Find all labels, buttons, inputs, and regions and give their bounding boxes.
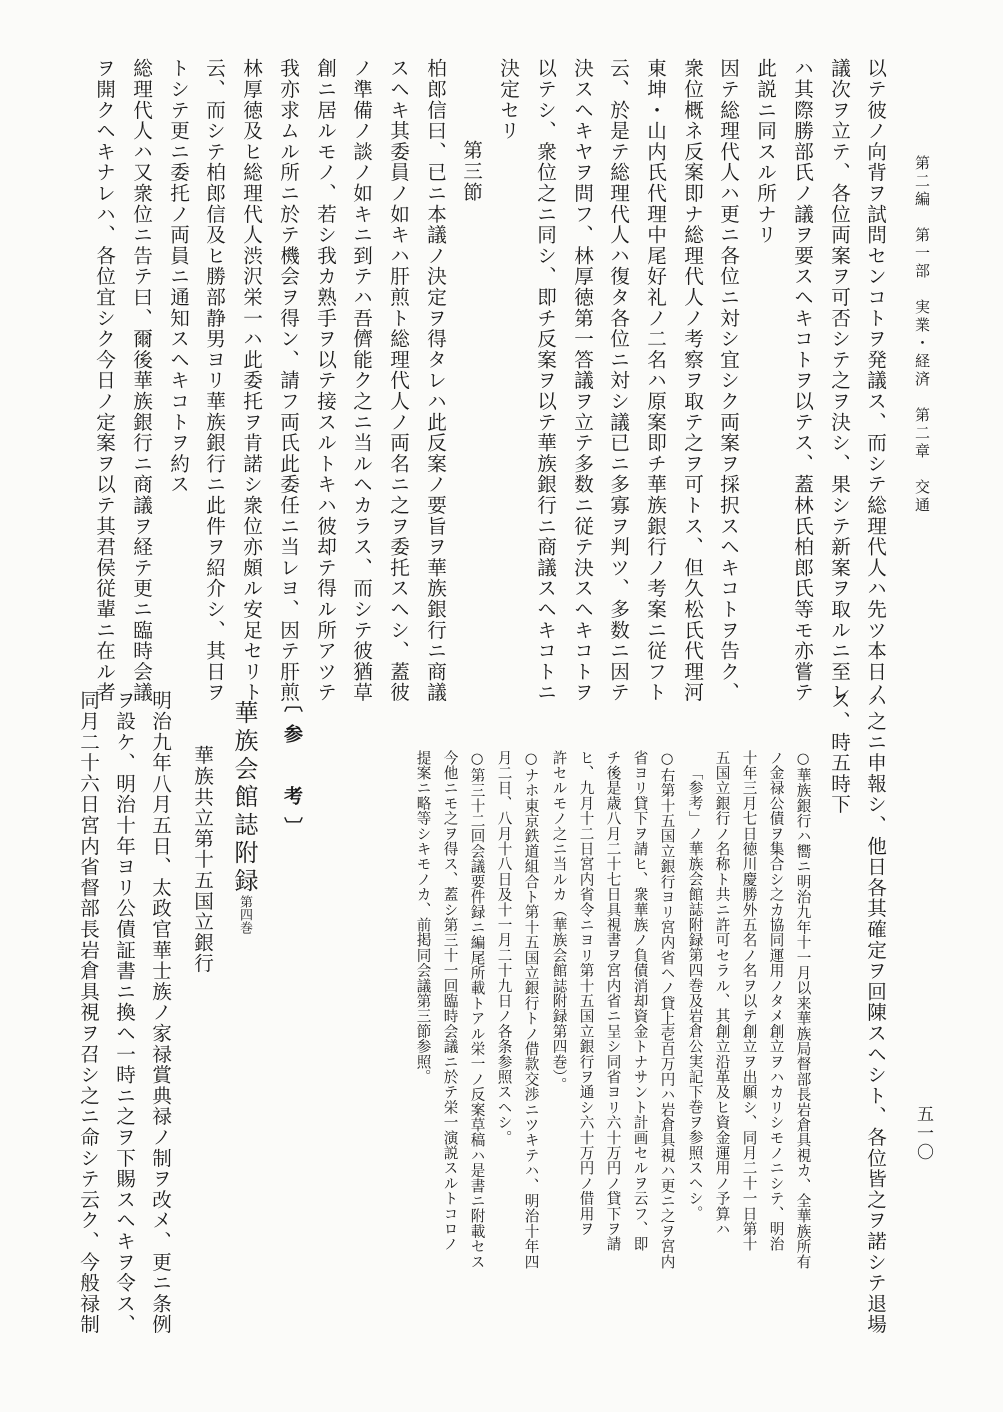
note-line: 提案ニ略等シキモノカ、前掲同会議第三節参照。 <box>414 750 432 1085</box>
note-line: ○右第十五国立銀行ヨリ宮内省ヘノ貸上壱百万円ハ岩倉具視ハ更ニ之ヲ宮内 <box>658 750 676 1270</box>
text-line: 以テ彼ノ向背ヲ試問センコトヲ発議ス、而シテ総理代人ハ先ツ本日ノ <box>863 58 887 703</box>
document-title: 華族会館誌附録 <box>230 700 258 896</box>
note-line: 省ヨリ貸下ヲ請ヒ、衆華族ノ負債消却資金トナサント計画セルヲ云フ、即 <box>631 750 649 1252</box>
note-line: チ後是歳八月二十七日具視書ヲ宮内省ニ呈シ同省ヨリ六十万円ノ貸下ヲ請 <box>604 750 622 1252</box>
text-line: 云、於是テ総理代人ハ復タ各位ニ対シ議已ニ多寡ヲ判ツ、多数ニ因テ <box>606 58 630 703</box>
note-line: 五国立銀行ノ名称ト共ニ許可セラル、其創立沿革及ヒ資金運用ノ予算ハ <box>713 750 731 1237</box>
text-line: スヘキ其委員ノ如キハ肝煎ト総理代人ノ両名ニ之ヲ委托スヘシ、蓋彼 <box>386 58 410 703</box>
volume-label: 第四巻 <box>237 895 252 934</box>
note-line: ノ金禄公債ヲ集合シ之カ協同運用ノタメ創立ヲハカリシモノニシテ、明治 <box>767 750 785 1252</box>
note-line: 許セルモノ之ニ当ルカ（華族会館誌附録第四巻）。 <box>550 750 568 1093</box>
note-line: 「参考」ノ華族会館誌附録第四巻及岩倉公実記下巻ヲ参照スヘシ。 <box>686 765 704 1221</box>
document-subtitle: 華族共立第十五国立銀行 <box>190 745 214 974</box>
running-header: 第二編 第一部 実業・経済 第二章 交通 <box>913 155 931 515</box>
text-line: 以テシ、衆位之ニ同シ、即チ反案ヲ以テ華族銀行ニ商議スヘキコトニ <box>533 58 557 703</box>
note-line: 月二日、八月十八日及十一月二十九日ノ各条参照スヘシ。 <box>495 750 513 1146</box>
text-line: ハ其際勝部氏ノ議ヲ要スヘキコトヲ以テス、蓋林氏柏郎氏等モ亦嘗テ <box>790 58 814 703</box>
note-line: 十年三月七日徳川慶勝外五名ノ名ヲ以テ創立ヲ出願シ、同月二十一日第十 <box>740 750 758 1252</box>
text-line: 此説ニ同スル所ナリ <box>753 58 777 246</box>
text-line: 東坤・山内氏代理中尾好礼ノ二名ハ原案即チ華族銀行ノ考案ニ従フト <box>643 58 667 703</box>
text-line: 創ニ居ルモノ、若シ我カ熟手ヲ以テ接スルトキハ彼却テ得ル所アツテ <box>313 58 337 703</box>
text-line: 明治九年八月五日、太政官華士族ノ家禄賞典禄ノ制ヲ改メ、更ニ条例 <box>148 690 172 1335</box>
text-line: 決定セリ <box>496 58 520 142</box>
note-line: 今他ニモ之ヲ得ス、蓋シ第三十一回臨時会議ニ於テ栄一演説スルトコロノ <box>441 750 459 1252</box>
text-line: 林厚徳及ヒ総理代人渋沢栄一ハ此委托ヲ肯諾シ衆位亦頗ル安足セリト <box>239 58 263 703</box>
page-number: 五一〇 <box>913 1105 933 1162</box>
text-line: 決スヘキヤヲ問フ、林厚徳第一答議ヲ立テ多数ニ従テ決スヘキコトヲ <box>570 58 594 703</box>
text-line: ハ之ニ申報シ、他日各其確定ヲ回陳スヘシト、各位皆之ヲ諾シテ退場 <box>863 690 887 1335</box>
note-line: ○華族銀行ハ嚮ニ明治九年十一月以来華族局督部長岩倉具視カ、全華族所有 <box>794 750 812 1270</box>
note-line: ヒ、九月十二日宮内省令ニヨリ第十五国立銀行ヲ通シ六十万円ノ借用ヲ <box>577 750 595 1237</box>
section-heading: 第三節 <box>459 140 483 203</box>
text-line: 衆位概ネ反案即ナ総理代人ノ考察ヲ取テ之ヲ可トス、但久松氏代理河 <box>680 58 704 703</box>
note-line: ○第三十二回会議要件録ニ編尾所載トアル栄一ノ反案草稿ハ是書ニ附載セス <box>468 750 486 1270</box>
note-line: ○ナホ東京鉄道組合ト第十五国立銀行トノ借款交渉ニツキテハ、明治十年四 <box>522 750 540 1270</box>
text-line: ノ準備ノ談ノ如キニ到テハ吾儕能ク之ニ当ルヘカラス、而シテ彼猶草 <box>349 58 373 703</box>
text-line: 同月二十六日宮内省督部長岩倉具視ヲ召シ之ニ命シテ云ク、今般禄制 <box>76 690 100 1335</box>
text-line: ヲ設ケ、明治十年ヨリ公債証書ニ換ヘ一時ニ之ヲ下賜スヘキヲ令ス、 <box>112 690 136 1335</box>
text-line: 柏郎信曰、已ニ本議ノ決定ヲ得タレハ此反案ノ要旨ヲ華族銀行ニ商議 <box>423 58 447 703</box>
text-line: 因テ総理代人ハ更ニ各位ニ対シ宜シク両案ヲ採択スヘキコトヲ告ク、 <box>716 58 740 703</box>
text-line: 云、而シテ柏郎信及ヒ勝部静男ヨリ華族銀行ニ此件ヲ紹介シ、其日ヲ <box>202 58 226 703</box>
text-line: ス、時五時下 <box>827 690 851 815</box>
reference-label: 〔参 考〕 <box>281 693 303 848</box>
text-line: ヲ開クヘキナレハ、各位宜シク今日ノ定案ヲ以テ其君侯従輩ニ在ル者 <box>92 58 116 703</box>
text-line: 議次ヲ立テ、各位両案ヲ可否シテ之ヲ決シ、果シテ新案ヲ取ルニ至レ <box>827 58 851 703</box>
text-line: 総理代人ハ又衆位ニ告テ曰、爾後華族銀行ニ商議ヲ経テ更ニ臨時会議 <box>129 58 153 703</box>
text-line: 我亦求ムル所ニ於テ機会ヲ得ン、請フ両氏此委任ニ当レヨ、因テ肝煎 <box>276 58 300 703</box>
text-line: トシテ更ニ委托ノ両員ニ通知スヘキコトヲ約ス <box>166 58 190 495</box>
